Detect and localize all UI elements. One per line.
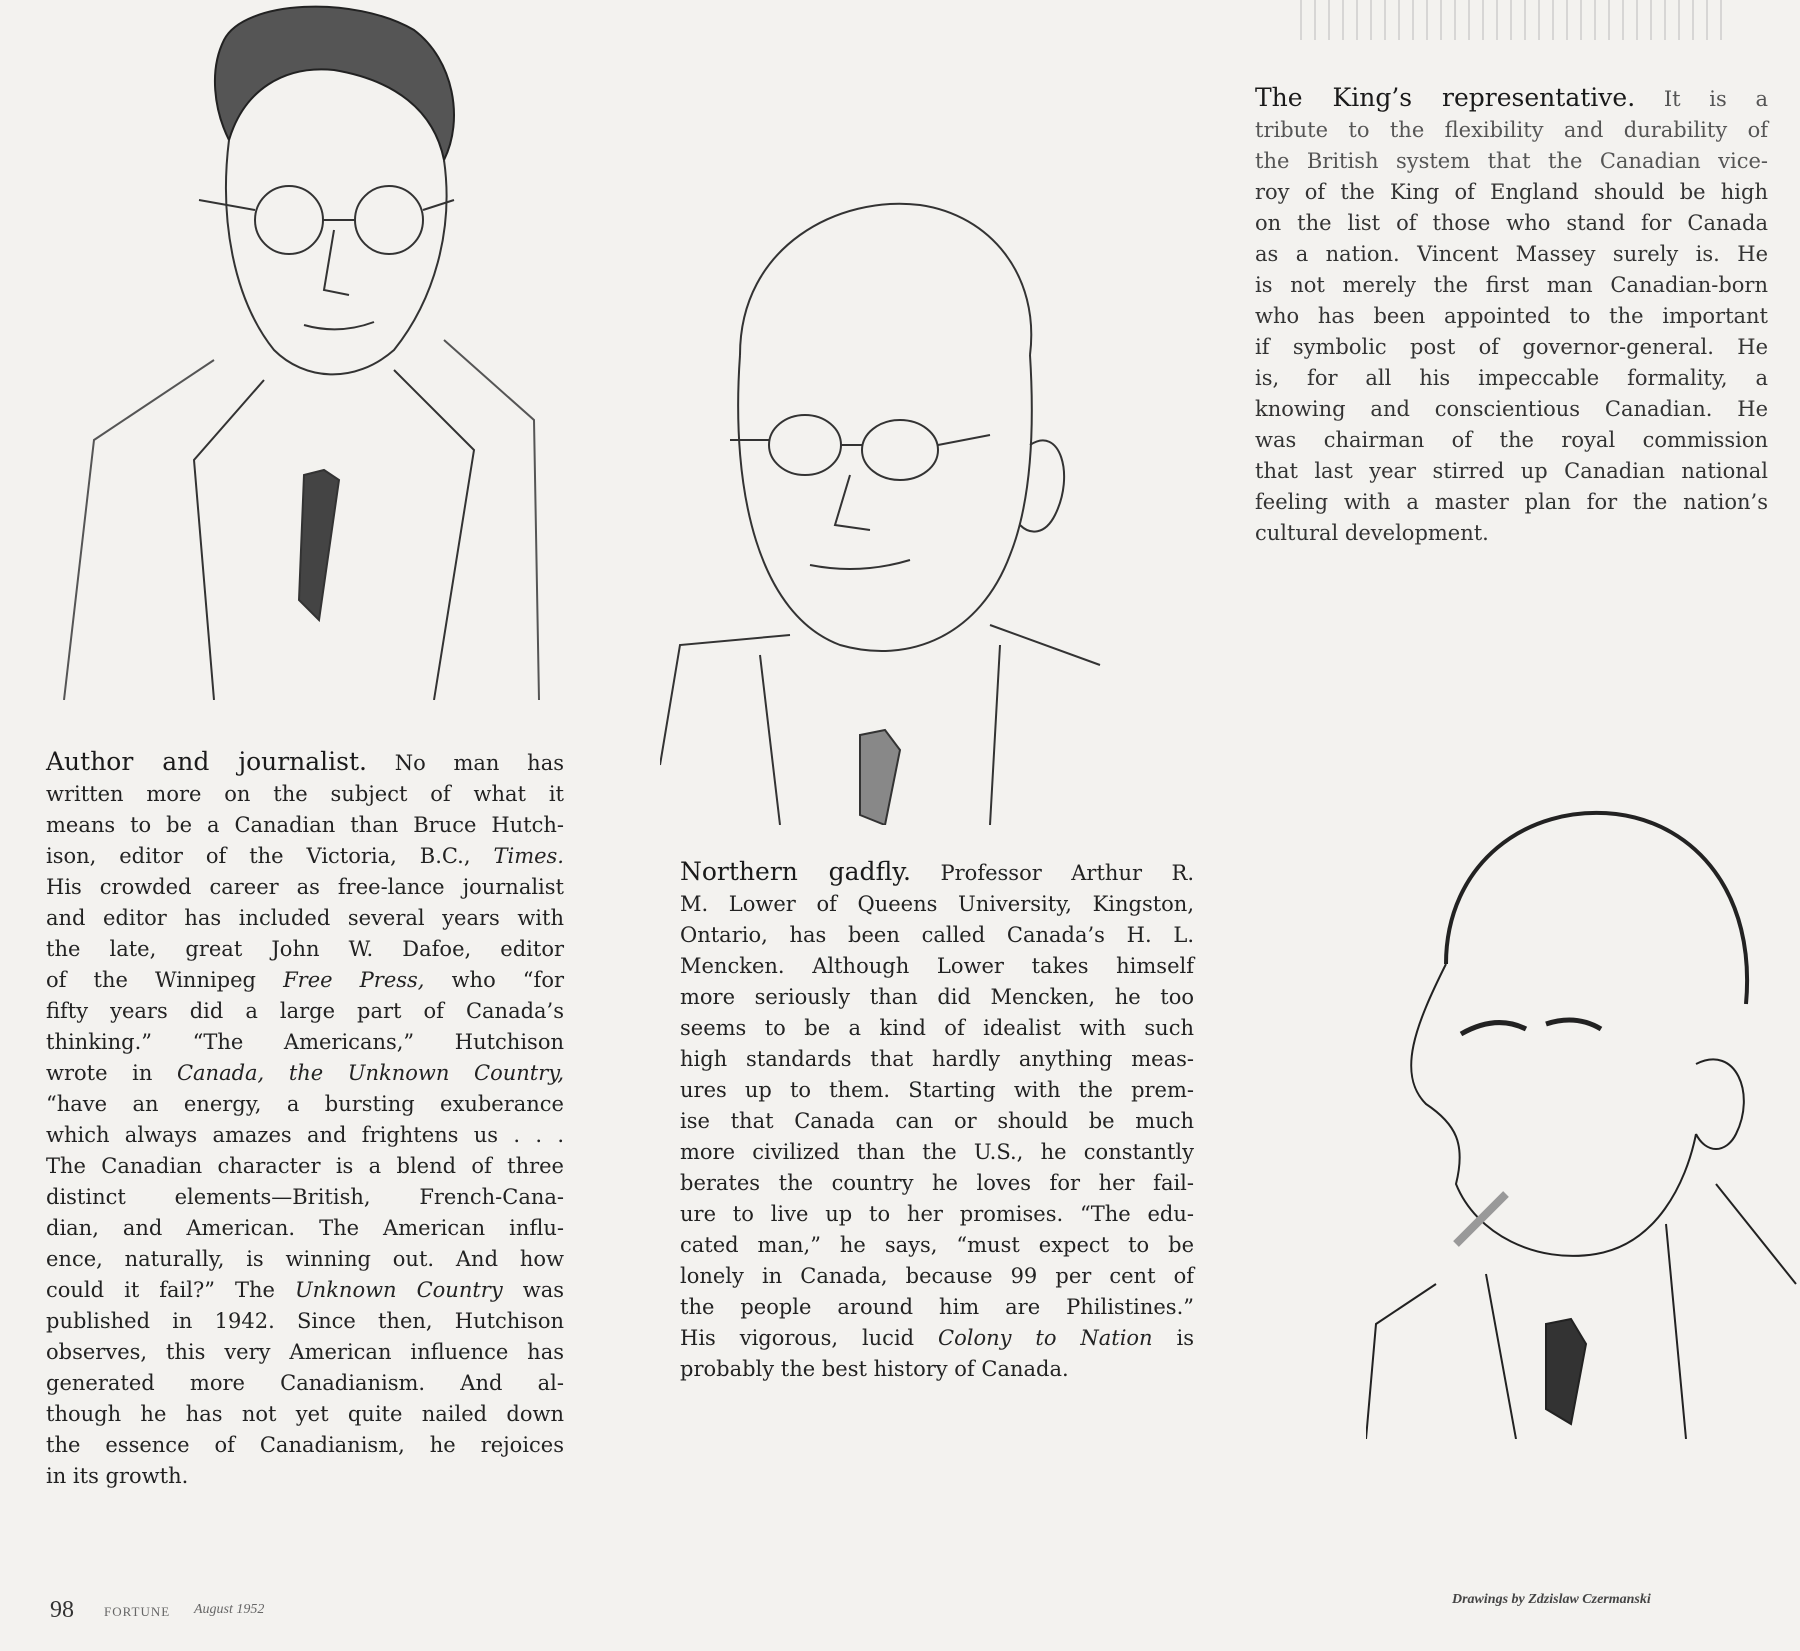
text-line xyxy=(1255,456,1768,487)
text-line xyxy=(46,1399,564,1430)
section-heading: Northern gadfly. xyxy=(680,857,911,886)
body-text: No man has xyxy=(367,751,564,775)
body-text: high standards that hardly anything meas- xyxy=(680,1047,1194,1071)
article-northern-gadfly xyxy=(680,856,1194,1385)
text-line xyxy=(1255,394,1768,425)
body-text: feeling with a master plan for the nation’s xyxy=(1255,490,1768,514)
section-heading: Author and journalist. xyxy=(46,747,367,776)
body-text: is xyxy=(1152,1326,1194,1350)
body-text: on the list of those who stand for Canada xyxy=(1255,211,1768,235)
body-text: though he has not yet quite nailed down xyxy=(46,1402,564,1426)
italic-title: Times. xyxy=(493,844,564,868)
text-line xyxy=(1255,208,1768,239)
body-text: written more on the subject of what it xyxy=(46,782,564,806)
italic-title: Unknown Country xyxy=(294,1278,503,1302)
text-line xyxy=(46,1244,564,1275)
body-text: observes, this very American influence has xyxy=(46,1340,564,1364)
text-line xyxy=(1255,239,1768,270)
text-line xyxy=(1255,177,1768,208)
section-heading: The King’s representative. xyxy=(1255,83,1636,112)
text-line xyxy=(46,1089,564,1120)
body-text: fifty years did a large part of Canada’s xyxy=(46,999,564,1023)
text-line xyxy=(46,746,564,779)
text-line xyxy=(1255,332,1768,363)
page-number: 98 xyxy=(50,1597,74,1623)
magazine-name: FORTUNE xyxy=(104,1604,171,1619)
body-text: roy of the King of England should be high xyxy=(1255,180,1768,204)
text-line xyxy=(680,1323,1194,1354)
body-text: tribute to the flexibility and durability of xyxy=(1255,118,1768,142)
text-line xyxy=(680,1354,1194,1385)
body-text: the people around him are Philistines.” xyxy=(680,1295,1194,1319)
portrait-arthur-lower xyxy=(660,195,1110,825)
text-line xyxy=(46,1027,564,1058)
text-line xyxy=(46,1151,564,1182)
body-text: distinct elements—British, French-Cana- xyxy=(46,1185,564,1209)
body-text: which always amazes and frightens us . . . xyxy=(46,1123,564,1147)
body-text: was chairman of the royal commission xyxy=(1255,428,1768,452)
body-text: who has been appointed to the important xyxy=(1255,304,1768,328)
body-text: knowing and conscientious Canadian. He xyxy=(1255,397,1768,421)
body-text: and editor has included several years with xyxy=(46,906,564,930)
italic-title: Colony to Nation xyxy=(938,1326,1153,1350)
body-text: more seriously than did Mencken, he too xyxy=(680,985,1194,1009)
text-line xyxy=(1255,301,1768,332)
article-author-and-journalist xyxy=(46,746,564,1492)
text-line xyxy=(46,903,564,934)
text-line xyxy=(46,1368,564,1399)
text-line xyxy=(46,1461,564,1492)
text-line xyxy=(46,810,564,841)
italic-title: Free Press, xyxy=(283,968,425,992)
body-text: as a nation. Vincent Massey surely is. He xyxy=(1255,242,1768,266)
body-text: could it fail?” The xyxy=(46,1278,295,1302)
body-text: ures up to them. Starting with the prem- xyxy=(680,1078,1194,1102)
text-line xyxy=(680,1075,1194,1106)
body-text: generated more Canadianism. And al- xyxy=(46,1371,564,1395)
text-line xyxy=(1255,115,1768,146)
text-line xyxy=(680,1261,1194,1292)
top-edge-sketch-fragment xyxy=(1300,0,1730,40)
body-text: The Canadian character is a blend of three xyxy=(46,1154,564,1178)
text-line xyxy=(680,1044,1194,1075)
text-line xyxy=(1255,518,1768,549)
text-line xyxy=(680,1230,1194,1261)
body-text: who “for xyxy=(424,968,564,992)
body-text: His crowded career as free-lance journalist xyxy=(46,875,564,899)
text-line xyxy=(1255,82,1768,115)
body-text: Mencken. Although Lower takes himself xyxy=(680,954,1194,978)
body-text: It is a xyxy=(1635,87,1768,111)
body-text: ure to live up to her promises. “The edu- xyxy=(680,1202,1194,1226)
body-text: was xyxy=(502,1278,564,1302)
body-text: seems to be a kind of idealist with such xyxy=(680,1016,1194,1040)
text-line xyxy=(46,1058,564,1089)
text-line xyxy=(46,872,564,903)
text-line xyxy=(680,1292,1194,1323)
body-text: published in 1942. Since then, Hutchison xyxy=(46,1309,564,1333)
body-text: means to be a Canadian than Bruce Hutch- xyxy=(46,813,564,837)
portrait-bruce-hutchison xyxy=(34,0,544,700)
text-line xyxy=(680,982,1194,1013)
body-text: of the Winnipeg xyxy=(46,968,284,992)
body-text: thinking.” “The Americans,” Hutchison xyxy=(46,1030,564,1054)
body-text: ison, editor of the Victoria, B.C., xyxy=(46,844,494,868)
illustration-credit: Drawings by Zdzislaw Czermanski xyxy=(1452,1592,1651,1607)
text-line xyxy=(1255,146,1768,177)
text-line xyxy=(680,951,1194,982)
body-text: the essence of Canadianism, he rejoices xyxy=(46,1433,564,1457)
body-text: the late, great John W. Dafoe, editor xyxy=(46,937,564,961)
body-text: is not merely the first man Canadian-born xyxy=(1255,273,1768,297)
text-line xyxy=(46,1120,564,1151)
body-text: more civilized than the U.S., he constantly xyxy=(680,1140,1194,1164)
body-text: is, for all his impeccable formality, a xyxy=(1255,366,1768,390)
body-text: cultural development. xyxy=(1255,521,1489,545)
body-text: His vigorous, lucid xyxy=(680,1326,939,1350)
body-text: “have an energy, a bursting exuberance xyxy=(46,1092,564,1116)
text-line xyxy=(680,1199,1194,1230)
issue-date: August 1952 xyxy=(194,1602,265,1617)
body-text: Professor Arthur R. xyxy=(911,861,1194,885)
body-text: cated man,” he says, “must expect to be xyxy=(680,1233,1194,1257)
text-line xyxy=(46,934,564,965)
text-line xyxy=(46,1337,564,1368)
text-line xyxy=(680,1137,1194,1168)
text-line xyxy=(1255,270,1768,301)
text-line xyxy=(680,1168,1194,1199)
body-text: Ontario, has been called Canada’s H. L. xyxy=(680,923,1194,947)
text-line xyxy=(46,1306,564,1337)
italic-title: Canada, the Unknown Country, xyxy=(176,1061,564,1085)
body-text: dian, and American. The American influ- xyxy=(46,1216,564,1240)
body-text: in its growth. xyxy=(46,1464,189,1488)
text-line xyxy=(1255,363,1768,394)
body-text: berates the country he loves for her fail- xyxy=(680,1171,1194,1195)
portrait-vincent-massey xyxy=(1366,804,1800,1439)
body-text: ence, naturally, is winning out. And how xyxy=(46,1247,564,1271)
text-line xyxy=(46,1430,564,1461)
body-text: ise that Canada can or should be much xyxy=(680,1109,1194,1133)
text-line xyxy=(46,1213,564,1244)
body-text: if symbolic post of governor-general. He xyxy=(1255,335,1768,359)
text-line xyxy=(1255,487,1768,518)
text-line xyxy=(46,996,564,1027)
text-line xyxy=(46,779,564,810)
text-line xyxy=(680,889,1194,920)
text-line xyxy=(46,1182,564,1213)
body-text: wrote in xyxy=(46,1061,177,1085)
text-line xyxy=(680,856,1194,889)
body-text: probably the best history of Canada. xyxy=(680,1357,1069,1381)
text-line xyxy=(46,965,564,996)
body-text: the British system that the Canadian vice- xyxy=(1255,149,1768,173)
text-line xyxy=(46,841,564,872)
text-line xyxy=(680,920,1194,951)
body-text: that last year stirred up Canadian national xyxy=(1255,459,1768,483)
text-line xyxy=(46,1275,564,1306)
body-text: lonely in Canada, because 99 per cent of xyxy=(680,1264,1194,1288)
text-line xyxy=(680,1106,1194,1137)
text-line xyxy=(1255,425,1768,456)
text-line xyxy=(680,1013,1194,1044)
body-text: M. Lower of Queens University, Kingston, xyxy=(680,892,1194,916)
article-kings-representative xyxy=(1255,82,1768,549)
